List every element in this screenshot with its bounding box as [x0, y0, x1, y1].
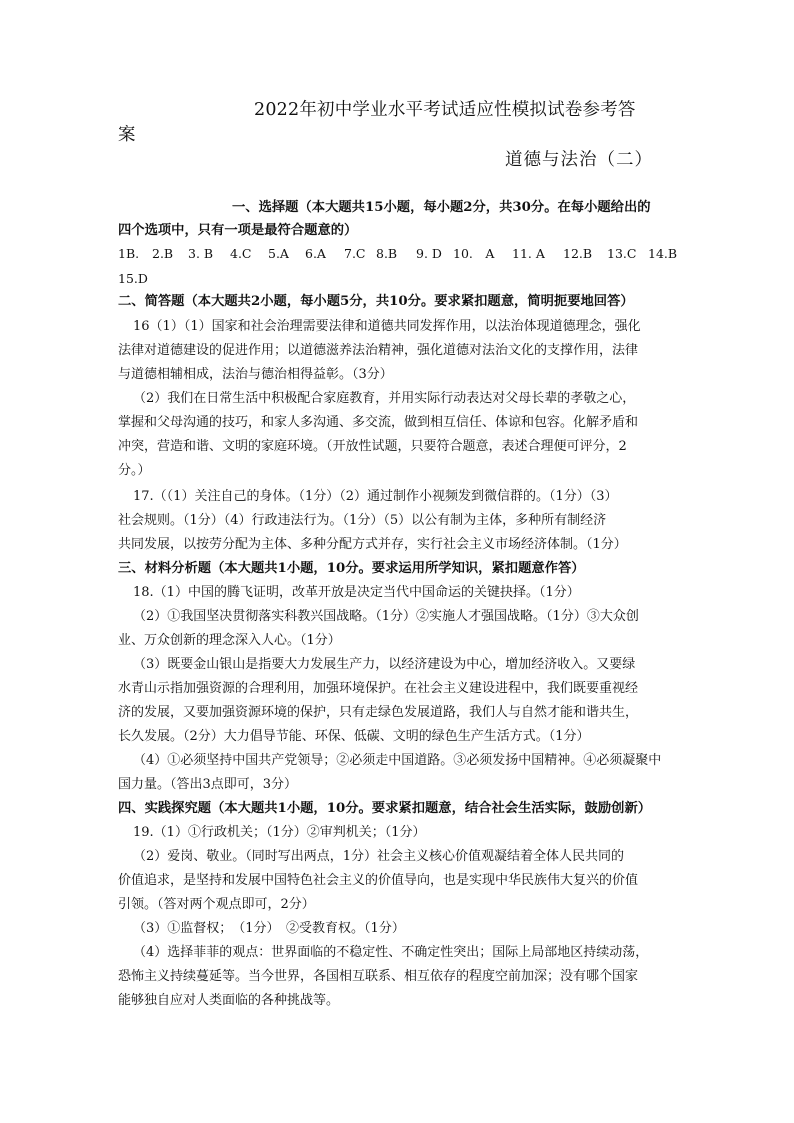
answer-item: 5.A — [268, 246, 289, 261]
text-line: 水青山示指加强资源的合理利用，加强环境保护。在社会主义建设进程中，我们既要重视经 — [118, 681, 639, 696]
answer-item: 4.C — [230, 246, 252, 261]
text-line: 掌握和父母沟通的技巧，和家人多沟通、多交流，做到相互信任、体谅和包容。化解矛盾和 — [118, 415, 639, 430]
text-line: 恐怖主义持续蔓延等。当今世界，各国相互联系、相互依存的程度空前加深；没有哪个国家 — [118, 969, 639, 984]
text-line: 19.（1）①行政机关；（1分）②审判机关；（1分） — [133, 825, 426, 840]
text-line: （2）我们在日常生活中积极配合家庭教育，并用实际行动表达对父母长辈的孝敬之心， — [133, 391, 636, 406]
answer-item: 9. D — [416, 246, 442, 261]
text-line: 引领。（答对两个观点即可，2分） — [118, 897, 315, 912]
text-line: （3）既要金山银山是指要大力发展生产力，以经济建设为中心，增加经济收入。又要绿 — [133, 657, 636, 672]
text-line: 17.（（1）关注自己的身体。（1分）（2）通过制作小视频发到微信群的。（1分）（3） — [133, 489, 618, 504]
text-line: 16（1）（1）国家和社会治理需要法律和道德共同发挥作用，以法治体现道德理念，强化 — [133, 319, 641, 334]
document-title: 2022年初中学业水平考试适应性模拟试卷参考答 — [254, 100, 636, 120]
text-line: 18.（1）中国的腾飞证明，改革开放是决定当代中国命运的关键抉择。（1分） — [133, 585, 580, 600]
answer-item: 12.B — [563, 246, 593, 261]
answer-item: 13.C — [607, 246, 637, 261]
section1-heading: 一、选择题（本大题共15小题，每小题2分，共30分。在每小题给出的 — [232, 200, 651, 215]
text-line: 价值追求，是坚持和发展中国特色社会主义的价值导向，也是实现中华民族伟大复兴的价值 — [118, 873, 639, 888]
text-line: 与道德相辅相成，法治与德治相得益彰。（3分） — [118, 367, 393, 382]
section1-heading-continued: 四个选项中，只有一项是最符合题意的） — [118, 223, 358, 238]
answer-item: 6.A — [305, 246, 326, 261]
text-line: 共同发展，以按劳分配为主体、多种分配方式并存，实行社会主义市场经济体制。（1分） — [118, 537, 627, 552]
answer-item: 1B. — [118, 246, 140, 261]
text-line: （2）①我国坚决贯彻落实科教兴国战略。（1分）②实施人才强国战略。（1分）③大众创 — [133, 609, 639, 624]
answer-item: 8.B — [376, 246, 398, 261]
text-line: （3）①监督权； （1分） ②受教育权。（1分） — [133, 921, 405, 936]
text-line: 冲突，营造和谐、文明的家庭环境。（开放性试题，只要符合题意，表述合理便可评分，2 — [118, 439, 627, 454]
text-line: （4）①必须坚持中国共产党领导；②必须走中国道路。③必须发扬中国精神。④必须凝聚中 — [133, 753, 662, 768]
answer-item: 15.D — [118, 271, 148, 286]
text-line: （2）爱岗、敬业。（同时写出两点，1分）社会主义核心价值观凝结着全体人民共同的 — [133, 849, 625, 864]
answer-item: 10. A — [453, 246, 495, 261]
document-subtitle: 道德与法治（二） — [505, 150, 653, 170]
section2-heading: 二、简答题（本大题共2小题，每小题5分，共10分。要求紧扣题意，简明扼要地回答） — [118, 294, 634, 309]
document-title-continued: 案 — [118, 125, 136, 145]
text-line: 社会规则。（1分）（4）行政违法行为。（1分）（5）以公有制为主体，多种所有制经济 — [118, 513, 607, 528]
text-line: 业、万众创新的理念深入人心。（1分） — [118, 633, 341, 648]
answer-item: 11. A — [512, 246, 545, 261]
answer-item: 7.C — [344, 246, 366, 261]
text-line: 法律对道德建设的促进作用；以道德滋养法治精神，强化道德对法治文化的支撑作用，法律 — [118, 343, 639, 358]
answer-item: 2.B — [152, 246, 174, 261]
section4-heading: 四、实践探究题（本大题共1小题，10分。要求紧扣题意，结合社会生活实际，鼓励创新） — [118, 801, 652, 816]
section3-heading: 三、材料分析题（本大题共1小题，10分。要求运用所学知识，紧扣题意作答） — [118, 561, 585, 576]
text-line: 能够独自应对人类面临的各种挑战等。 — [118, 993, 340, 1008]
text-line: 济的发展，又要加强资源环境的保护，只有走绿色发展道路，我们人与自然才能和谐共生， — [118, 705, 639, 720]
text-line: （4）选择菲菲的观点：世界面临的不稳定性、不确定性突出；国际上局部地区持续动荡， — [133, 945, 649, 960]
text-line: 国力量。（答出3点即可，3分） — [118, 777, 298, 792]
text-line: 分。） — [118, 463, 151, 478]
text-line: 长久发展。（2分）大力倡导节能、环保、低碳、文明的绿色生产生活方式。（1分） — [118, 729, 590, 744]
answer-item: 14.B — [648, 246, 678, 261]
answer-item: 3. B — [188, 246, 214, 261]
